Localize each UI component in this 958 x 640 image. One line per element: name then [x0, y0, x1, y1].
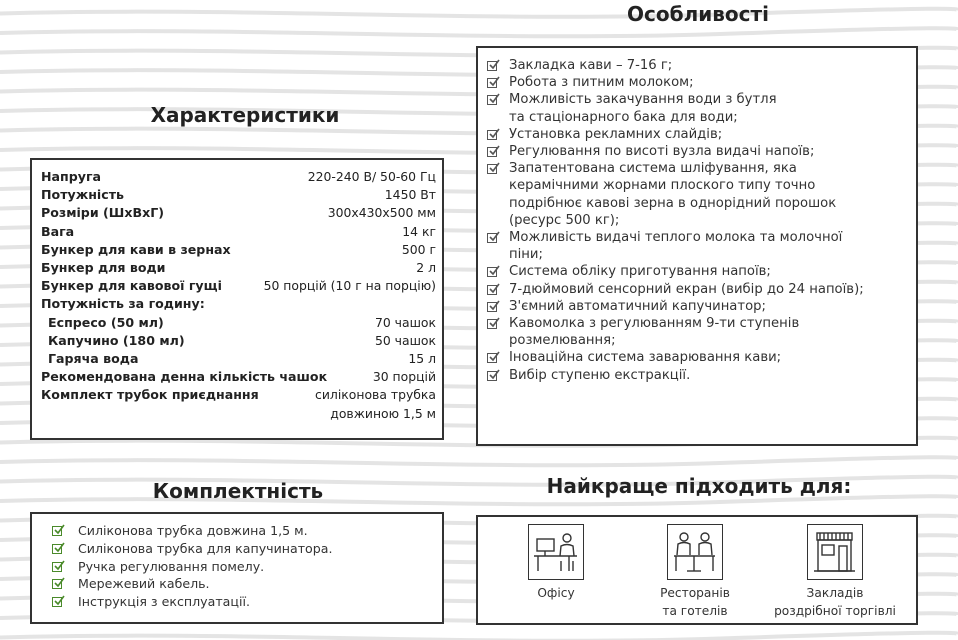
features-box — [476, 46, 918, 446]
feature-text: Система обліку приготування напоїв; — [509, 264, 771, 280]
feature-text: Можливість видачі теплого молока та молочної — [509, 230, 843, 245]
spec-value: силіконова трубка — [315, 387, 436, 403]
checkbox-icon — [487, 267, 497, 277]
spec-label: Бункер для води — [41, 260, 166, 275]
checkbox-icon — [52, 526, 62, 536]
feature-text: З'ємний автоматичний капучинатор; — [509, 298, 766, 314]
best-for-label-line: та готелів — [662, 604, 728, 618]
checkbox-icon — [487, 285, 497, 295]
office-desk-icon — [528, 524, 584, 580]
best-for-heading: Найкраще підходить для: — [546, 474, 852, 498]
background-wave-line — [0, 28, 958, 36]
spec-label: Розміри (ШхВхГ) — [41, 205, 164, 221]
spec-label: Комплект трубок приєднання — [41, 387, 259, 403]
spec-label: Потужність за годину: — [41, 296, 205, 312]
feature-text: Установка рекламних слайдів; — [509, 126, 723, 142]
spec-value: 50 порцій (10 г на порцію) — [263, 278, 436, 294]
kit-text: Мережевий кабель. — [78, 576, 210, 592]
spec-value: 14 кг — [402, 223, 436, 239]
spec-value: 500 г — [401, 241, 436, 257]
checkbox-icon — [52, 597, 62, 607]
checkbox-icon — [487, 130, 497, 140]
feature-text: подрібнює кавові зерна в однорідний порошок — [509, 195, 837, 211]
spec-value-continued: довжиною 1,5 м — [330, 405, 436, 421]
spec-value: 220-240 В/ 50-60 Гц — [307, 169, 436, 184]
retail-store-icon — [807, 524, 863, 580]
checkbox-icon — [487, 302, 497, 312]
best-for-label-line: Ресторанів — [660, 586, 730, 600]
spec-label: Капучино (180 мл) — [48, 332, 185, 348]
feature-text: Регулювання по висоті вузла видачі напоїв; — [509, 144, 815, 159]
feature-text: керамічними жорнами плоского типу точно — [509, 178, 816, 194]
restaurant-table-icon — [667, 524, 723, 580]
best-for-label-line: Офісу — [537, 586, 575, 600]
feature-text: та стаціонарного бака для води; — [509, 109, 738, 125]
feature-text: 7-дюймовий сенсорний екран (вибір до 24 напоїв); — [509, 281, 864, 297]
best-for-label — [765, 584, 905, 620]
checkbox-icon — [52, 562, 62, 572]
spec-label: Рекомендована денна кількість чашок — [41, 369, 328, 385]
kit-text: Інструкція з експлуатації. — [78, 594, 250, 610]
checkbox-icon — [487, 164, 497, 174]
specs-box — [30, 158, 444, 440]
spec-value: 2 л — [416, 260, 436, 275]
spec-label: Потужність — [41, 187, 124, 203]
feature-text: Кавомолка з регулюванням 9-ти ступенів — [509, 316, 800, 331]
feature-text: Закладка кави – 7-16 г; — [509, 58, 673, 73]
kit-box — [30, 512, 444, 624]
checkbox-icon — [487, 353, 497, 363]
feature-text: Вибір ступеню екстракції. — [509, 367, 691, 383]
feature-text: Робота з питним молоком; — [509, 75, 694, 91]
specs-heading: Характеристики — [150, 103, 340, 127]
spec-value: 50 чашок — [374, 332, 436, 348]
spec-value: 300х430х500 мм — [327, 205, 436, 221]
spec-label: Напруга — [41, 169, 102, 184]
spec-value: 70 чашок — [374, 314, 436, 330]
spec-label: Гаряча вода — [48, 351, 139, 366]
feature-text: (ресурс 500 кг); — [509, 212, 620, 228]
feature-text: Запатентована система шліфування, яка — [509, 161, 797, 177]
checkbox-icon — [52, 579, 62, 589]
spec-value: 1450 Вт — [384, 187, 436, 203]
spec-label: Бункер для кави в зернах — [41, 241, 231, 257]
spec-label: Еспресо (50 мл) — [48, 314, 164, 330]
feature-text: піни; — [509, 247, 543, 263]
checkbox-icon — [487, 233, 497, 243]
feature-text: Іноваційна система заварювання кави; — [509, 350, 782, 366]
checkbox-icon — [487, 95, 497, 105]
checkbox-icon — [52, 544, 62, 554]
kit-text: Ручка регулювання помелу. — [78, 558, 265, 574]
best-for-label — [486, 584, 626, 602]
spec-value: 15 л — [408, 351, 436, 366]
features-heading: Особливості — [627, 2, 769, 26]
spec-value: 30 порцій — [372, 369, 436, 385]
kit-heading: Комплектність — [152, 479, 324, 503]
spec-label: Бункер для кавової гущі — [41, 278, 222, 294]
checkbox-icon — [487, 371, 497, 381]
kit-text: Силіконова трубка довжина 1,5 м. — [78, 523, 308, 538]
checkbox-icon — [487, 78, 497, 88]
feature-text: Можливість закачування води з бутля — [509, 92, 777, 108]
best-for-label — [625, 584, 765, 620]
checkbox-icon — [487, 147, 497, 157]
spec-label: Вага — [41, 223, 75, 239]
best-for-box — [476, 515, 918, 625]
background-wave-line — [0, 457, 958, 465]
kit-text: Силіконова трубка для капучинатора. — [78, 540, 333, 556]
best-for-label-line: Закладів — [806, 586, 864, 600]
checkbox-icon — [487, 61, 497, 71]
checkbox-icon — [487, 319, 497, 329]
feature-text: розмелювання; — [509, 333, 616, 349]
background-wave-line — [0, 633, 958, 640]
best-for-label-line: роздрібної торгівлі — [774, 604, 896, 618]
